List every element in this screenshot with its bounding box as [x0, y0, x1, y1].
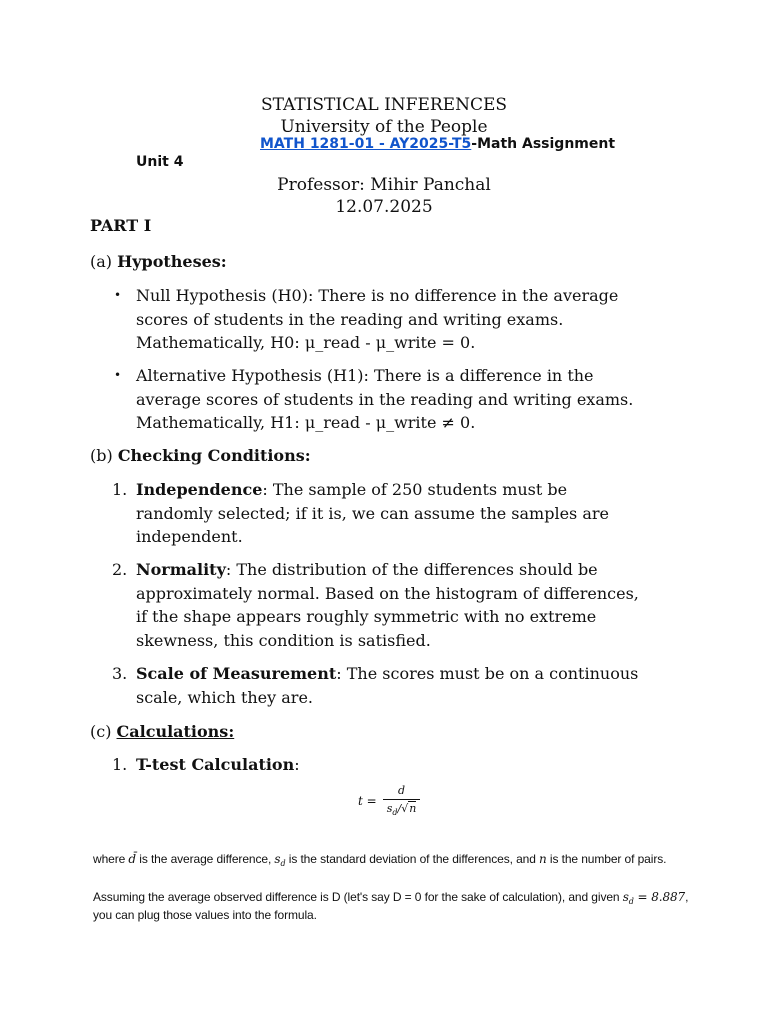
text-span: where — [93, 852, 129, 866]
document-date: 12.07.2025 — [335, 197, 433, 217]
bullet-icon: • — [114, 288, 122, 302]
text-line: approximately normal. Based on the histogram of differences, — [136, 583, 639, 603]
text-line: if the shape appears roughly symmetric with no extreme — [136, 607, 597, 626]
list-number: 2. — [112, 560, 128, 579]
section-a-title: Hypotheses: — [117, 252, 227, 271]
section-b-prefix: (b) — [90, 446, 118, 465]
math-sub: d — [280, 859, 286, 868]
text-span: is the standard deviation of the differences, and — [285, 852, 540, 866]
item-term: Normality — [136, 560, 226, 579]
text-line — [136, 478, 696, 502]
assumption-note-line2: you can plug those values into the formula. — [93, 908, 317, 922]
course-suffix: -Math Assignment — [471, 136, 616, 152]
list-item — [112, 558, 696, 652]
formula-denominator — [383, 799, 421, 817]
document-title: STATISTICAL INFERENCES — [260, 95, 508, 115]
list-item — [114, 364, 696, 435]
section-c-prefix: (c) — [90, 722, 117, 741]
math-s: s — [622, 890, 629, 904]
text-line: scores of students in the reading and writing exams. — [136, 309, 564, 329]
text-line: randomly selected; if it is, we can assume the samples are — [136, 503, 610, 523]
list-item — [112, 478, 696, 549]
text-line — [136, 753, 696, 777]
text-span: : The scores must be on a continuous — [336, 664, 639, 683]
formula-slash: / — [397, 802, 402, 815]
text-line — [136, 558, 696, 582]
text-line: average scores of students in the reading and writing exams. — [136, 389, 634, 409]
list-item — [112, 753, 696, 777]
university-name: University of the People — [280, 117, 488, 137]
text-span: is the average difference, — [136, 852, 275, 866]
list-number: 3. — [112, 664, 128, 683]
list-number: 1. — [112, 755, 128, 774]
text-line: scale, which they are. — [136, 687, 314, 707]
math-value: = 8.887 — [633, 890, 686, 904]
formula-s: s — [386, 802, 393, 815]
section-a-heading — [90, 250, 227, 273]
formula-explanation — [93, 850, 666, 873]
bullet-icon: • — [114, 368, 122, 382]
course-line — [260, 136, 615, 152]
math-dbar: d̄ — [128, 852, 137, 866]
text-line: Mathematically, H1: μ_read - μ_write ≠ 0. — [136, 413, 476, 432]
text-span: : The distribution of the differences should be — [225, 560, 598, 579]
text-span: , — [685, 890, 689, 904]
list-item — [112, 662, 696, 709]
math-s: s — [274, 852, 281, 866]
text-span: : — [294, 755, 300, 774]
list-number: 1. — [112, 480, 128, 499]
professor-name: Professor: Mihir Panchal — [277, 175, 491, 195]
section-b-title: Checking Conditions: — [117, 446, 311, 465]
item-term: Scale of Measurement — [136, 664, 337, 683]
t-test-formula — [358, 784, 420, 817]
part-heading: PART I — [90, 216, 152, 235]
text-line: Alternative Hypothesis (H1): There is a difference in the — [136, 366, 594, 385]
text-span: Assuming the average observed difference is D (let's say D = 0 for the sake of calculation), and given — [93, 890, 623, 904]
formula-n: n — [409, 802, 417, 815]
text-span: is the number of pairs. — [546, 852, 667, 866]
unit-label: Unit 4 — [136, 154, 184, 170]
item-term: Independence — [136, 480, 263, 499]
section-c-heading — [90, 720, 234, 743]
formula-fraction — [383, 784, 421, 817]
item-term: T-test Calculation — [136, 755, 295, 774]
text-line — [136, 662, 696, 686]
sqrt-icon: √ — [401, 802, 409, 815]
course-link[interactable]: MATH 1281-01 - AY2025-T5 — [260, 136, 472, 152]
text-line: independent. — [136, 527, 243, 546]
section-b-heading — [90, 444, 311, 467]
section-c-title: Calculations: — [116, 722, 235, 741]
formula-sub: d — [392, 808, 398, 817]
math-n: n — [539, 852, 547, 866]
formula-numerator: d — [397, 784, 406, 797]
formula-lhs: t = — [358, 793, 377, 808]
text-line: Mathematically, H0: μ_read - μ_write = 0. — [136, 333, 476, 352]
math-sub: d — [628, 897, 634, 906]
text-span: : The sample of 250 students must be — [262, 480, 568, 499]
section-a-prefix: (a) — [90, 252, 118, 271]
text-line: Null Hypothesis (H0): There is no difference in the average — [136, 286, 619, 305]
list-item — [114, 284, 696, 355]
text-line: skewness, this condition is satisfied. — [136, 630, 431, 650]
